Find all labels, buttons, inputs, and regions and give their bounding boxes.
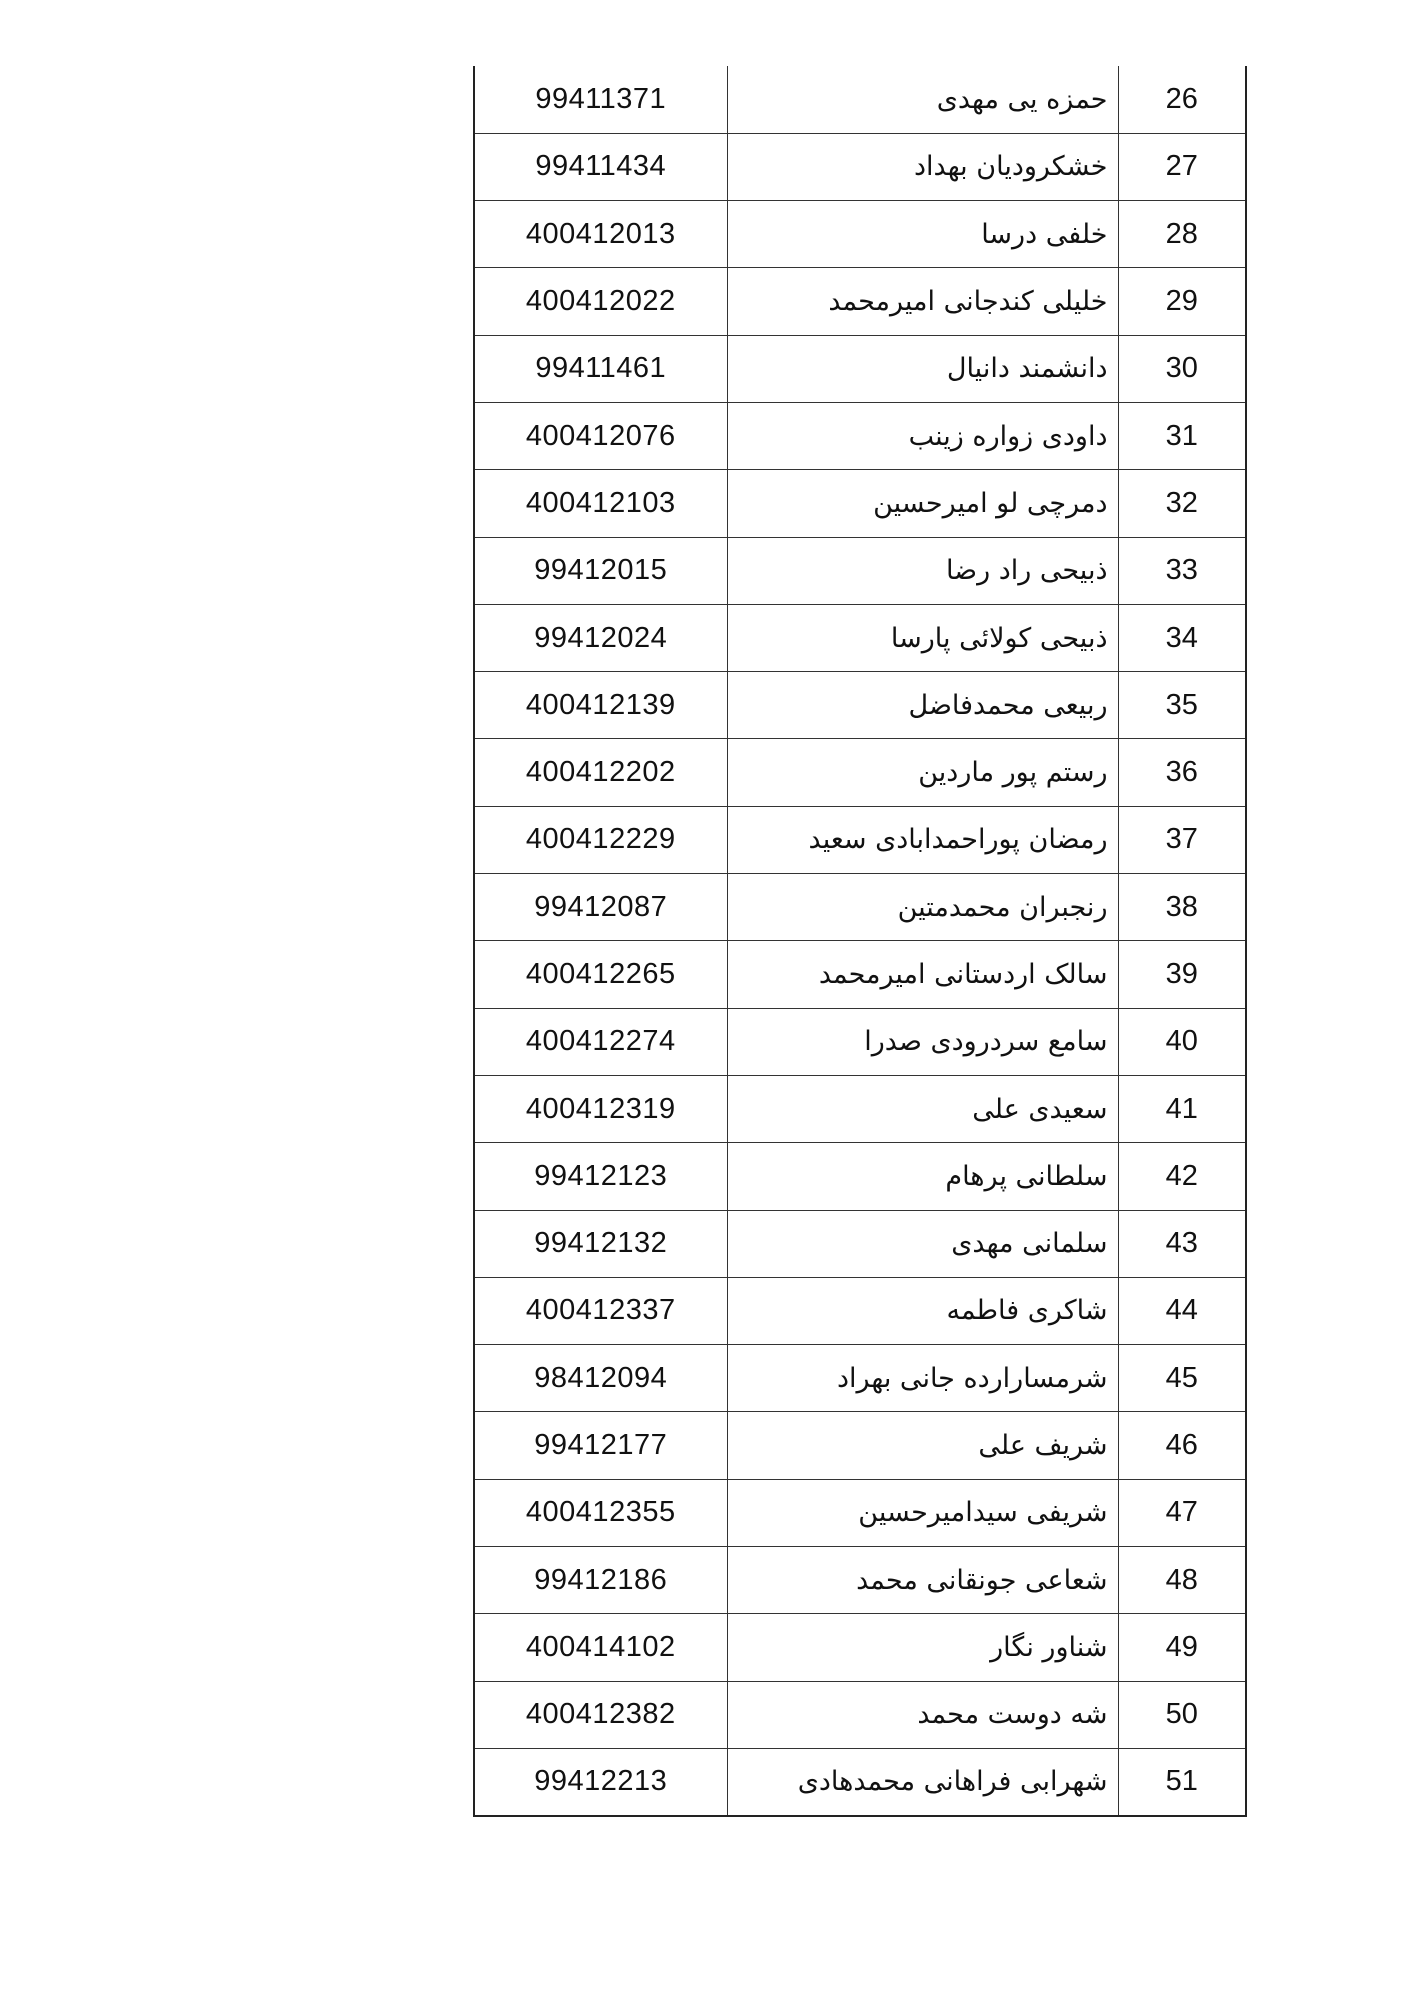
student-id-cell: 400412319 [474, 1075, 727, 1142]
row-number-cell: 37 [1118, 806, 1246, 873]
student-id-cell: 99412177 [474, 1412, 727, 1479]
student-name-cell: ذبیحی کولائی پارسا [727, 604, 1118, 671]
row-number-cell: 38 [1118, 874, 1246, 941]
row-number-cell: 40 [1118, 1008, 1246, 1075]
row-number-cell: 50 [1118, 1681, 1246, 1748]
table-row [474, 1008, 1246, 1075]
table-row [474, 1210, 1246, 1277]
table-row [474, 1345, 1246, 1412]
table-row [474, 1277, 1246, 1344]
student-id-cell: 99412087 [474, 874, 727, 941]
student-name-cell: داودی زواره زینب [727, 402, 1118, 469]
table-row [474, 1547, 1246, 1614]
row-number-cell: 33 [1118, 537, 1246, 604]
table-row [474, 1143, 1246, 1210]
table-row [474, 739, 1246, 806]
student-id-cell: 99411461 [474, 335, 727, 402]
table-row [474, 1614, 1246, 1681]
table-row [474, 672, 1246, 739]
row-number-cell: 31 [1118, 402, 1246, 469]
row-number-cell: 28 [1118, 201, 1246, 268]
student-name-cell: ذبیحی راد رضا [727, 537, 1118, 604]
table-row [474, 604, 1246, 671]
student-id-cell: 400412202 [474, 739, 727, 806]
student-id-cell: 400412337 [474, 1277, 727, 1344]
table-row [474, 1412, 1246, 1479]
student-name-cell: شه دوست محمد [727, 1681, 1118, 1748]
table-row [474, 874, 1246, 941]
table-row [474, 1681, 1246, 1748]
table-row [474, 201, 1246, 268]
table-row [474, 537, 1246, 604]
student-name-cell: سلطانی پرهام [727, 1143, 1118, 1210]
table-row [474, 66, 1246, 133]
table-row [474, 1748, 1246, 1815]
student-name-cell: خلفی درسا [727, 201, 1118, 268]
row-number-cell: 49 [1118, 1614, 1246, 1681]
table-row [474, 470, 1246, 537]
row-number-cell: 45 [1118, 1345, 1246, 1412]
student-name-cell: شناور نگار [727, 1614, 1118, 1681]
student-name-cell: رمضان پوراحمدابادی سعید [727, 806, 1118, 873]
row-number-cell: 39 [1118, 941, 1246, 1008]
student-id-cell: 400412013 [474, 201, 727, 268]
table-row [474, 941, 1246, 1008]
row-number-cell: 51 [1118, 1748, 1246, 1815]
student-id-cell: 99411371 [474, 66, 727, 133]
student-roster-table [473, 66, 1247, 1817]
table-row [474, 1075, 1246, 1142]
student-name-cell: شاکری فاطمه [727, 1277, 1118, 1344]
table-row [474, 268, 1246, 335]
student-id-cell: 400414102 [474, 1614, 727, 1681]
row-number-cell: 32 [1118, 470, 1246, 537]
row-number-cell: 47 [1118, 1479, 1246, 1546]
student-name-cell: سالک اردستانی امیرمحمد [727, 941, 1118, 1008]
student-id-cell: 98412094 [474, 1345, 727, 1412]
student-name-cell: دمرچی لو امیرحسین [727, 470, 1118, 537]
row-number-cell: 42 [1118, 1143, 1246, 1210]
row-number-cell: 35 [1118, 672, 1246, 739]
student-id-cell: 99412132 [474, 1210, 727, 1277]
row-number-cell: 41 [1118, 1075, 1246, 1142]
student-id-cell: 99412186 [474, 1547, 727, 1614]
student-name-cell: سعیدی علی [727, 1075, 1118, 1142]
row-number-cell: 36 [1118, 739, 1246, 806]
row-number-cell: 48 [1118, 1547, 1246, 1614]
student-id-cell: 400412355 [474, 1479, 727, 1546]
student-id-cell: 99411434 [474, 133, 727, 200]
student-id-cell: 400412139 [474, 672, 727, 739]
student-name-cell: رنجبران محمدمتین [727, 874, 1118, 941]
student-name-cell: حمزه یی مهدی [727, 66, 1118, 133]
student-id-cell: 400412022 [474, 268, 727, 335]
student-name-cell: شریف علی [727, 1412, 1118, 1479]
row-number-cell: 29 [1118, 268, 1246, 335]
student-name-cell: رستم پور ماردین [727, 739, 1118, 806]
student-id-cell: 99412015 [474, 537, 727, 604]
student-name-cell: سامع سردرودی صدرا [727, 1008, 1118, 1075]
student-name-cell: سلمانی مهدی [727, 1210, 1118, 1277]
table-row [474, 1479, 1246, 1546]
row-number-cell: 46 [1118, 1412, 1246, 1479]
row-number-cell: 43 [1118, 1210, 1246, 1277]
student-name-cell: خشکرودیان بهداد [727, 133, 1118, 200]
student-name-cell: شرمسارارده جانی بهراد [727, 1345, 1118, 1412]
row-number-cell: 27 [1118, 133, 1246, 200]
student-id-cell: 400412274 [474, 1008, 727, 1075]
student-id-cell: 400412229 [474, 806, 727, 873]
table-row [474, 402, 1246, 469]
student-id-cell: 400412265 [474, 941, 727, 1008]
student-name-cell: شعاعی جونقانی محمد [727, 1547, 1118, 1614]
student-name-cell: ربیعی محمدفاضل [727, 672, 1118, 739]
student-name-cell: شهرابی فراهانی محمدهادی [727, 1748, 1118, 1815]
row-number-cell: 44 [1118, 1277, 1246, 1344]
student-name-cell: دانشمند دانیال [727, 335, 1118, 402]
student-name-cell: شریفی سیدامیرحسین [727, 1479, 1118, 1546]
table-row [474, 806, 1246, 873]
student-id-cell: 400412103 [474, 470, 727, 537]
table-row [474, 133, 1246, 200]
row-number-cell: 30 [1118, 335, 1246, 402]
table-row [474, 335, 1246, 402]
student-name-cell: خلیلی کندجانی امیرمحمد [727, 268, 1118, 335]
student-id-cell: 400412076 [474, 402, 727, 469]
student-id-cell: 99412123 [474, 1143, 727, 1210]
roster-table-body [474, 66, 1246, 1816]
student-id-cell: 99412024 [474, 604, 727, 671]
student-id-cell: 99412213 [474, 1748, 727, 1815]
row-number-cell: 34 [1118, 604, 1246, 671]
student-id-cell: 400412382 [474, 1681, 727, 1748]
row-number-cell: 26 [1118, 66, 1246, 133]
